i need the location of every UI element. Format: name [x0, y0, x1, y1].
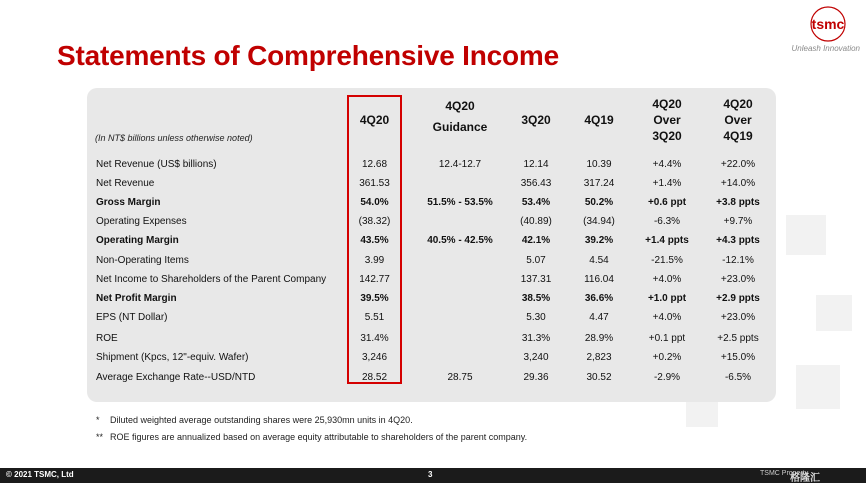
- cell-4q19: 50.2%: [584, 197, 614, 208]
- property-label: TSMC Property: [760, 470, 809, 477]
- tagline: Unleash Innovation: [791, 44, 860, 53]
- highlight-box-4q20: [347, 95, 402, 384]
- table-row: [0, 290, 866, 308]
- page-title: Statements of Comprehensive Income: [57, 40, 559, 71]
- cell-3q20: 53.4%: [521, 197, 551, 208]
- row-label: Net Revenue (US$ billions): [96, 159, 217, 170]
- cell-over-3q20: -21.5%: [651, 255, 683, 266]
- row-label: Net Revenue: [96, 178, 155, 189]
- table-row: [0, 252, 866, 270]
- cell-over-4q19: +23.0%: [720, 274, 756, 285]
- table-row: [0, 213, 866, 231]
- cell-3q20: 5.30: [526, 312, 546, 323]
- cell-over-4q19: +14.0%: [720, 178, 756, 189]
- row-label: Net Profit Margin: [96, 293, 177, 304]
- cell-4q20: 54.0%: [360, 197, 389, 208]
- cell-over-3q20: -2.9%: [653, 372, 681, 383]
- cell-guidance: 40.5% - 42.5%: [427, 235, 493, 246]
- table-row: [0, 156, 866, 174]
- table-row: [0, 232, 866, 250]
- cell-4q20: 31.4%: [360, 333, 389, 344]
- header-4q19: 4Q19: [584, 113, 614, 127]
- cell-guidance: 12.4-12.7: [438, 159, 482, 170]
- cell-4q19: 2,823: [586, 352, 612, 363]
- cell-3q20: 29.36: [523, 372, 549, 383]
- cell-4q20: 39.5%: [360, 293, 389, 304]
- cell-over-3q20: +4.0%: [652, 274, 682, 285]
- row-label: EPS (NT Dollar): [96, 312, 168, 323]
- header-4q20-over-3q20: 4Q20 Over 3Q20: [652, 97, 682, 143]
- units-note: (In NT$ billions unless otherwise noted): [95, 133, 253, 143]
- table-row: [0, 309, 866, 327]
- cell-over-4q19: +2.5 ppts: [717, 333, 759, 344]
- row-label: Non-Operating Items: [96, 255, 189, 266]
- row-label: ROE: [96, 333, 118, 344]
- cell-3q20: 5.07: [526, 255, 546, 266]
- cell-over-4q19: +2.9 ppts: [716, 293, 760, 304]
- cell-4q19: 4.47: [589, 312, 609, 323]
- logo-text: tsmc: [811, 16, 845, 32]
- cell-over-4q19: +3.8 ppts: [716, 197, 760, 208]
- cell-over-4q19: -6.5%: [724, 372, 752, 383]
- cell-over-4q19: +4.3 ppts: [716, 235, 760, 246]
- watermark: 格隆汇: [790, 473, 820, 484]
- cell-3q20: 3,240: [523, 352, 549, 363]
- tsmc-logo: [800, 6, 856, 42]
- cell-4q20: 12.68: [361, 159, 388, 170]
- cell-3q20: 31.3%: [521, 333, 551, 344]
- footnote-shares: * Diluted weighted average outstanding shares were 25,930mn units in 4Q20.: [96, 415, 413, 425]
- cell-guidance: 51.5% - 53.5%: [427, 197, 493, 208]
- cell-4q19: 116.04: [584, 274, 614, 285]
- row-label: Gross Margin: [96, 197, 161, 208]
- table-row: [0, 194, 866, 212]
- cell-over-3q20: +0.1 ppt: [648, 333, 686, 344]
- header-4q20-over-4q19: 4Q20 Over 4Q19: [723, 97, 753, 143]
- cell-4q20: 28.52: [361, 372, 388, 383]
- cell-3q20: 356.43: [520, 178, 552, 189]
- row-label: Net Income to Shareholders of the Parent Company: [96, 274, 327, 285]
- cell-4q19: (34.94): [583, 216, 615, 227]
- cell-4q20: 3,246: [361, 352, 388, 363]
- cell-4q19: 30.52: [586, 372, 612, 383]
- cell-over-4q19: +9.7%: [723, 216, 753, 227]
- cell-4q20: 5.51: [364, 312, 385, 323]
- cell-4q19: 36.6%: [584, 293, 614, 304]
- cell-3q20: (40.89): [520, 216, 552, 227]
- cell-4q19: 317.24: [583, 178, 615, 189]
- cell-over-3q20: +0.2%: [652, 352, 682, 363]
- table-row: [0, 349, 866, 367]
- cell-3q20: 42.1%: [521, 235, 551, 246]
- row-label: Operating Margin: [96, 235, 179, 246]
- cell-3q20: 137.31: [520, 274, 552, 285]
- cell-over-4q19: +22.0%: [720, 159, 756, 170]
- cell-4q20: 3.99: [364, 255, 385, 266]
- cell-over-4q19: +15.0%: [720, 352, 756, 363]
- cell-4q20: 361.53: [359, 178, 390, 189]
- cell-4q20: (38.32): [358, 216, 391, 227]
- cell-over-3q20: +4.4%: [652, 159, 682, 170]
- table-row: [0, 175, 866, 193]
- cell-over-4q19: +23.0%: [720, 312, 756, 323]
- cell-3q20: 12.14: [523, 159, 549, 170]
- cell-4q19: 4.54: [589, 255, 609, 266]
- table-row: [0, 330, 866, 348]
- footnote-roe: ** ROE figures are annualized based on average equity attributable to shareholders of the parent company.: [96, 432, 528, 442]
- cell-over-4q19: -12.1%: [722, 255, 754, 266]
- cell-3q20: 38.5%: [521, 293, 551, 304]
- cell-over-3q20: +1.4%: [652, 178, 682, 189]
- cell-over-3q20: +1.0 ppt: [647, 293, 687, 304]
- table-row: [0, 271, 866, 289]
- cell-guidance: 28.75: [447, 372, 473, 383]
- copyright: © 2021 TSMC, Ltd: [6, 470, 74, 479]
- row-label: Shipment (Kpcs, 12"-equiv. Wafer): [96, 352, 249, 363]
- cell-4q19: 28.9%: [584, 333, 614, 344]
- cell-4q20: 142.77: [359, 274, 390, 285]
- cell-over-3q20: +1.4 ppts: [645, 235, 689, 246]
- cell-over-3q20: +4.0%: [652, 312, 682, 323]
- row-label: Operating Expenses: [96, 216, 187, 227]
- cell-over-3q20: -6.3%: [653, 216, 681, 227]
- table-row: [0, 369, 866, 387]
- cell-4q19: 39.2%: [584, 235, 614, 246]
- header-4q20: 4Q20: [359, 113, 390, 127]
- page-number: 3: [428, 470, 433, 479]
- footer-bar: [0, 468, 866, 483]
- cell-4q19: 10.39: [586, 159, 612, 170]
- header-3q20: 3Q20: [521, 113, 551, 127]
- header-4q20-guidance: 4Q20 Guidance: [432, 99, 488, 134]
- cell-over-3q20: +0.6 ppt: [647, 197, 687, 208]
- cell-4q20: 43.5%: [360, 235, 389, 246]
- row-label: Average Exchange Rate--USD/NTD: [96, 372, 256, 383]
